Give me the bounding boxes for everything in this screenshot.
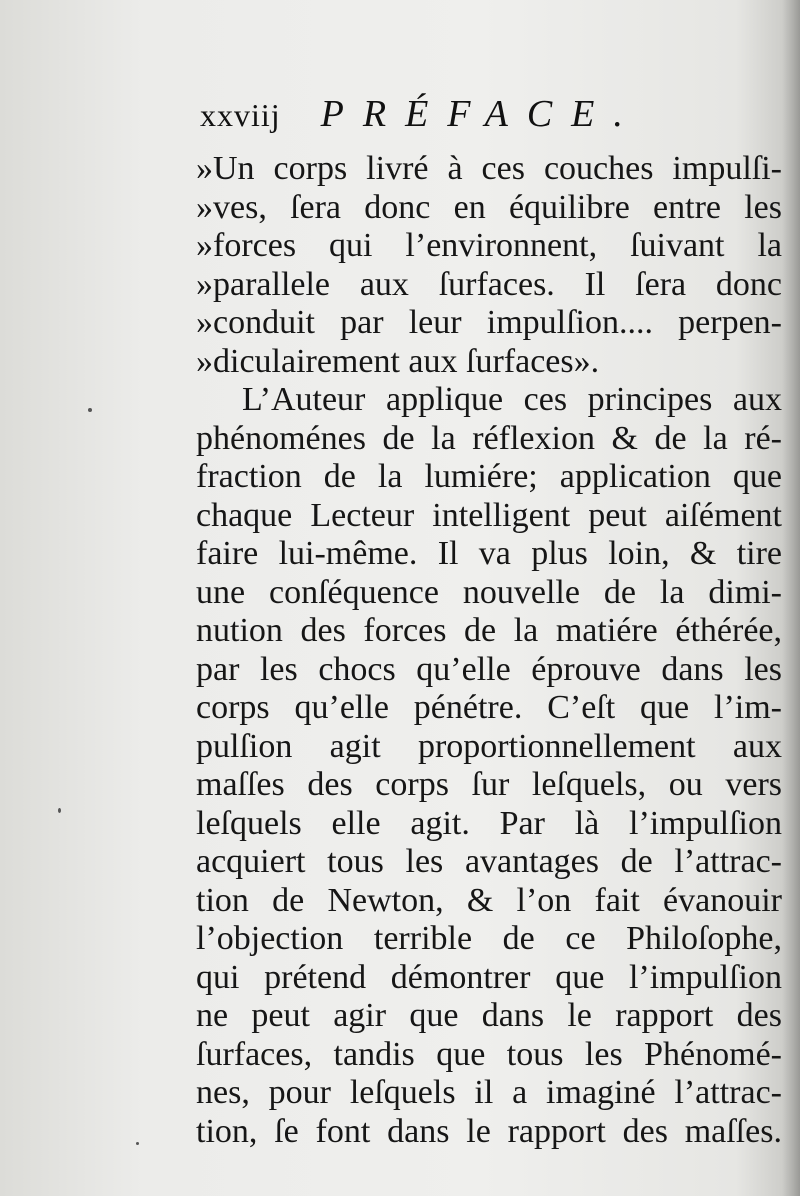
text-line: maſſes des corps ſur leſquels, ou vers [196, 766, 782, 803]
text-line: »forces qui l’environnent, ſuivant la [196, 227, 782, 264]
text-line: »parallele aux ſurfaces. Il ſera donc [196, 265, 782, 303]
page-spine-shadow [782, 0, 800, 1196]
text-line: acquiert tous les avantages de l’attrac- [196, 843, 782, 880]
text-line: »conduit par leur impulſion.... perpen- [196, 304, 782, 341]
text-line: ne peut agir que dans le rapport des [196, 997, 782, 1034]
text-line: ſurfaces, tandis que tous les Phénomé- [196, 1035, 782, 1073]
text-line: corps qu’elle pénétre. C’eſt que l’im- [196, 689, 782, 726]
text-line: phénoménes de la réflexion & de la ré- [196, 419, 782, 457]
body-text [196, 150, 782, 1151]
text-line: »Un corps livré à ces couches impulſi- [196, 150, 782, 187]
text-line: nes, pour leſquels il a imaginé l’attrac- [196, 1074, 782, 1111]
text-line: faire lui-même. Il va plus loin, & tire [196, 535, 782, 572]
page-number: xxviij [200, 97, 281, 133]
text-line: pulſion agit proportionnellement aux [196, 727, 782, 765]
text-line: par les chocs qu’elle éprouve dans les [196, 650, 782, 688]
text-line: leſquels elle agit. Par là l’impulſion [196, 804, 782, 842]
paper-speck [88, 408, 92, 412]
text-line: fraction de la lumiére; application que [196, 458, 782, 495]
text-line: l’objection terrible de ce Philoſophe, [196, 920, 782, 957]
text-line: qui prétend démontrer que l’impulſion [196, 958, 782, 996]
paper-speck [136, 1142, 139, 1145]
text-line: tion, ſe font dans le rapport des maſſes. [196, 1112, 782, 1150]
text-line: »diculairement aux ſurfaces». [196, 342, 600, 380]
running-title: PRÉFACE. [320, 93, 642, 135]
text-line: nution des forces de la matiére éthérée, [196, 612, 782, 649]
text-line: chaque Lecteur intelligent peut aiſément [196, 496, 782, 534]
text-line: L’Auteur applique ces principes aux [242, 381, 782, 418]
text-line: »ves, ſera donc en équilibre entre les [196, 188, 782, 226]
paper-speck [58, 808, 61, 813]
text-line: tion de Newton, & l’on fait évanouir [196, 881, 782, 919]
text-line: une conſéquence nouvelle de la dimi- [196, 573, 782, 611]
page-header [200, 92, 670, 142]
